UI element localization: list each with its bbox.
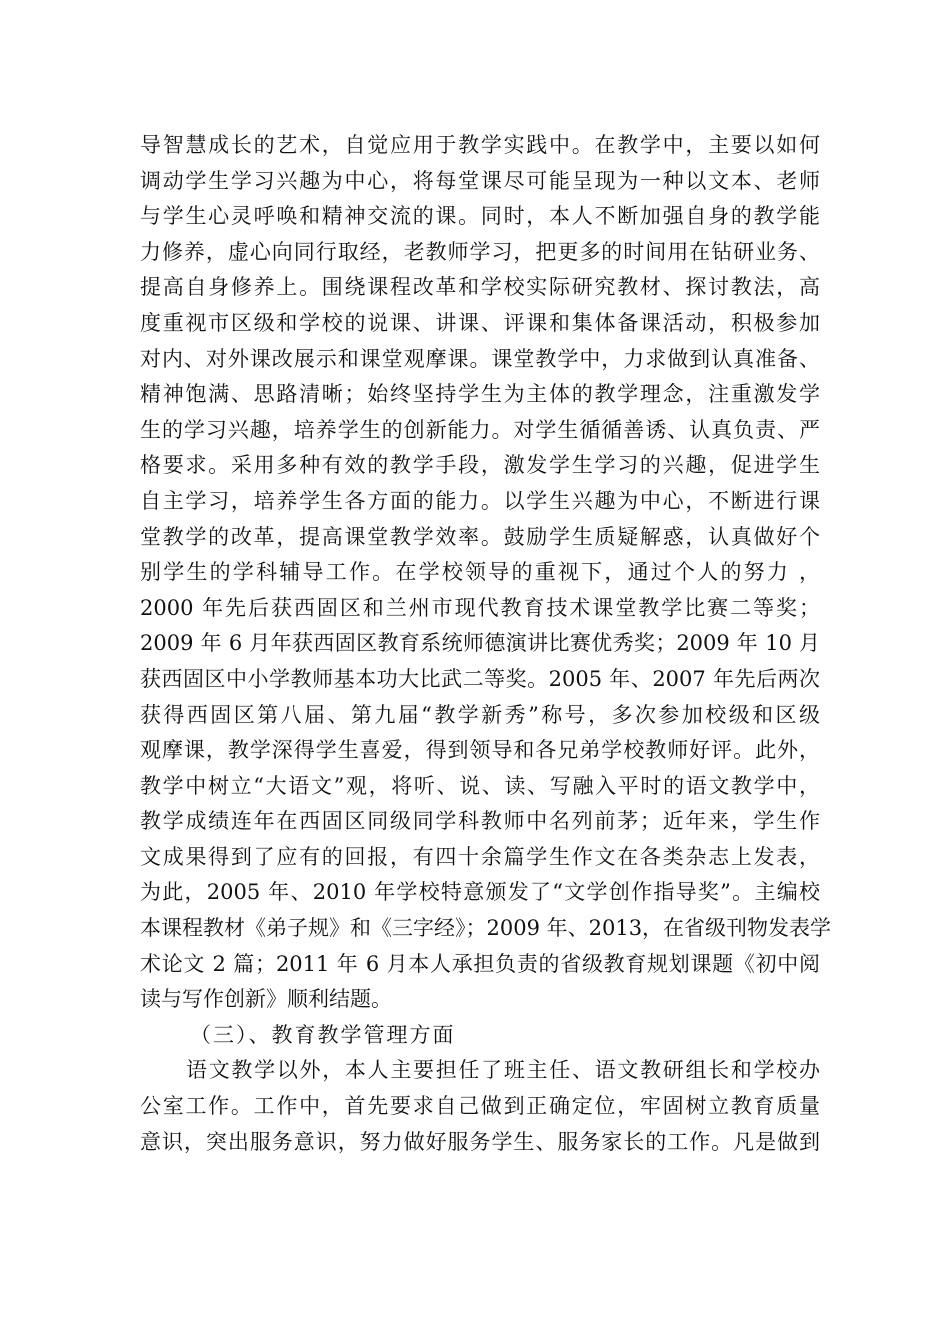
- text-line: 导智慧成长的艺术，自觉应用于教学实践中。在教学中，主要以如何: [140, 133, 820, 157]
- text-line: 格要求。采用多种有效的教学手段，激发学生学习的兴趣，促进学生: [140, 453, 820, 478]
- text-line: 术论文 2 篇；2011 年 6 月本人承担负责的省级教育规划课题《初中阅: [140, 951, 820, 976]
- text-line: 为此，2005 年、2010 年学校特意颁发了“文学创作指导奖”。主编校: [140, 880, 820, 905]
- text-line: 获西固区中小学教师基本功大比武二等奖。2005 年、2007 年先后两次: [140, 666, 820, 691]
- text-line: 度重视市区级和学校的说课、讲课、评课和集体备课活动，积极参加: [140, 310, 820, 335]
- text-line: 堂教学的改革，提高课堂教学效率。鼓励学生质疑解惑，认真做好个: [140, 524, 820, 549]
- text-line: 与学生心灵呼唤和精神交流的课。同时，本人不断加强自身的教学能: [140, 204, 820, 229]
- text-line: 文成果得到了应有的回报，有四十余篇学生作文在各类杂志上发表，: [140, 844, 820, 869]
- text-line: 本课程教材《弟子规》和《三字经》；2009 年、2013，在省级刊物发表学: [140, 916, 832, 941]
- text-line: 调动学生学习兴趣为中心，将每堂课尽可能呈现为一种以文本、老师: [140, 168, 820, 193]
- text-line: 力修养，虚心向同行取经，老教师学习，把更多的时间用在钻研业务、: [140, 239, 820, 264]
- text-line: 自主学习，培养学生各方面的能力。以学生兴趣为中心，不断进行课: [140, 488, 820, 513]
- text-line: 生的学习兴趣，培养学生的创新能力。对学生循循善诱、认真负责、严: [140, 417, 820, 442]
- text-line: 2000 年先后获西固区和兰州市现代教育技术课堂教学比赛二等奖；: [140, 595, 820, 620]
- text-line: 提高自身修养上。围绕课程改革和学校实际研究教材、探讨教法，高: [140, 275, 820, 300]
- text-line: 对内、对外课改展示和课堂观摩课。课堂教学中，力求做到认真准备、: [140, 346, 820, 371]
- text-line: 意识，突出服务意识，努力做好服务学生、服务家长的工作。凡是做到: [140, 1129, 820, 1154]
- text-line: 公室工作。工作中，首先要求自己做到正确定位，牢固树立教育质量: [140, 1094, 820, 1119]
- document-body: [140, 128, 832, 1160]
- text-line: 获得西固区第八届、第九届“教学新秀”称号，多次参加校级和区级: [140, 702, 820, 727]
- text-line: 别学生的学科辅导工作。在学校领导的重视下，通过个人的努力 ，: [140, 560, 820, 585]
- text-line: 观摩课，教学深得学生喜爱，得到领导和各兄弟学校教师好评。此外，: [140, 738, 820, 763]
- section-heading: （三）、教育教学管理方面: [190, 1022, 456, 1047]
- text-line: 读与写作创新》顺利结题。: [140, 987, 392, 1012]
- text-line: 2009 年 6 月年获西固区教育系统师德演讲比赛优秀奖；2009 年 10 月: [140, 631, 820, 656]
- paragraph-management: [140, 1053, 820, 1160]
- text-line: 精神饱满、思路清晰；始终坚持学生为主体的教学理念，注重激发学: [140, 382, 820, 407]
- paragraph-achievements: [140, 128, 832, 1018]
- text-line: 教学成绩连年在西固区同级同学科教师中名列前茅；近年来，学生作: [140, 809, 820, 834]
- text-line: 语文教学以外，本人主要担任了班主任、语文教研组长和学校办: [186, 1058, 820, 1083]
- text-line: 教学中树立“大语文”观，将听、说、读、写融入平时的语文教学中，: [140, 773, 820, 798]
